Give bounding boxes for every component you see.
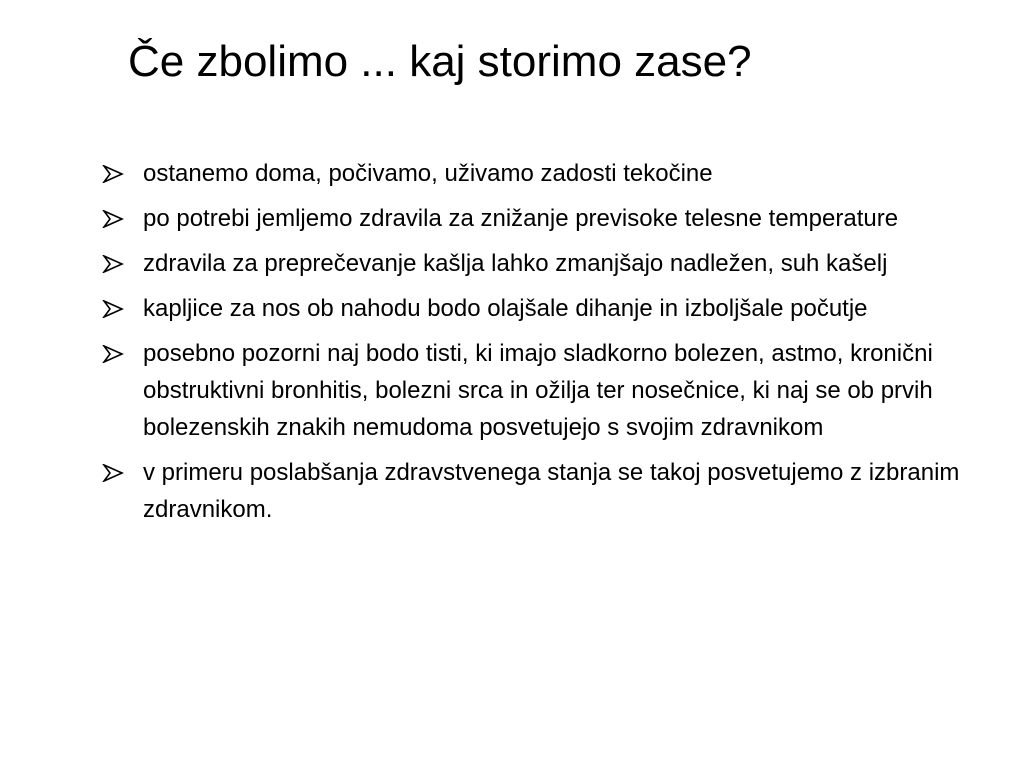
bullet-text: kapljice za nos ob nahodu bodo olajšale dihanje in izboljšale počutje xyxy=(143,295,868,322)
slide-title: Če zbolimo ... kaj storimo zase? xyxy=(128,37,752,86)
bullet-item xyxy=(100,155,980,192)
arrowhead-bullet-icon xyxy=(102,210,124,228)
bullet-text: zdravila za preprečevanje kašlja lahko zmanjšajo nadležen, suh kašelj xyxy=(143,250,888,277)
bullet-text: v primeru poslabšanja zdravstvenega stanja se takoj posvetujemo z izbranim zdravnikom. xyxy=(143,459,960,523)
bullet-item xyxy=(100,335,980,446)
arrowhead-bullet-icon xyxy=(102,255,124,273)
bullet-item xyxy=(100,290,980,327)
arrowhead-bullet-icon xyxy=(102,300,124,318)
bullet-text: po potrebi jemljemo zdravila za znižanje previsoke telesne temperature xyxy=(143,205,899,232)
bullet-text: posebno pozorni naj bodo tisti, ki imajo sladkorno bolezen, astmo, kronični obstruktivni bronhitis, bolezni srca in ožilja ter nosečnice, ki naj se ob prvih bolezenskih znakih nemudoma posvetujejo s svojim zdravnikom xyxy=(143,340,933,441)
bullet-text: ostanemo doma, počivamo, uživamo zadosti tekočine xyxy=(143,160,713,187)
arrowhead-bullet-icon xyxy=(102,165,124,183)
bullet-item xyxy=(100,245,980,282)
bullet-list xyxy=(100,155,980,536)
bullet-item xyxy=(100,200,980,237)
bullet-item xyxy=(100,454,980,528)
arrowhead-bullet-icon xyxy=(102,464,124,482)
arrowhead-bullet-icon xyxy=(102,345,124,363)
